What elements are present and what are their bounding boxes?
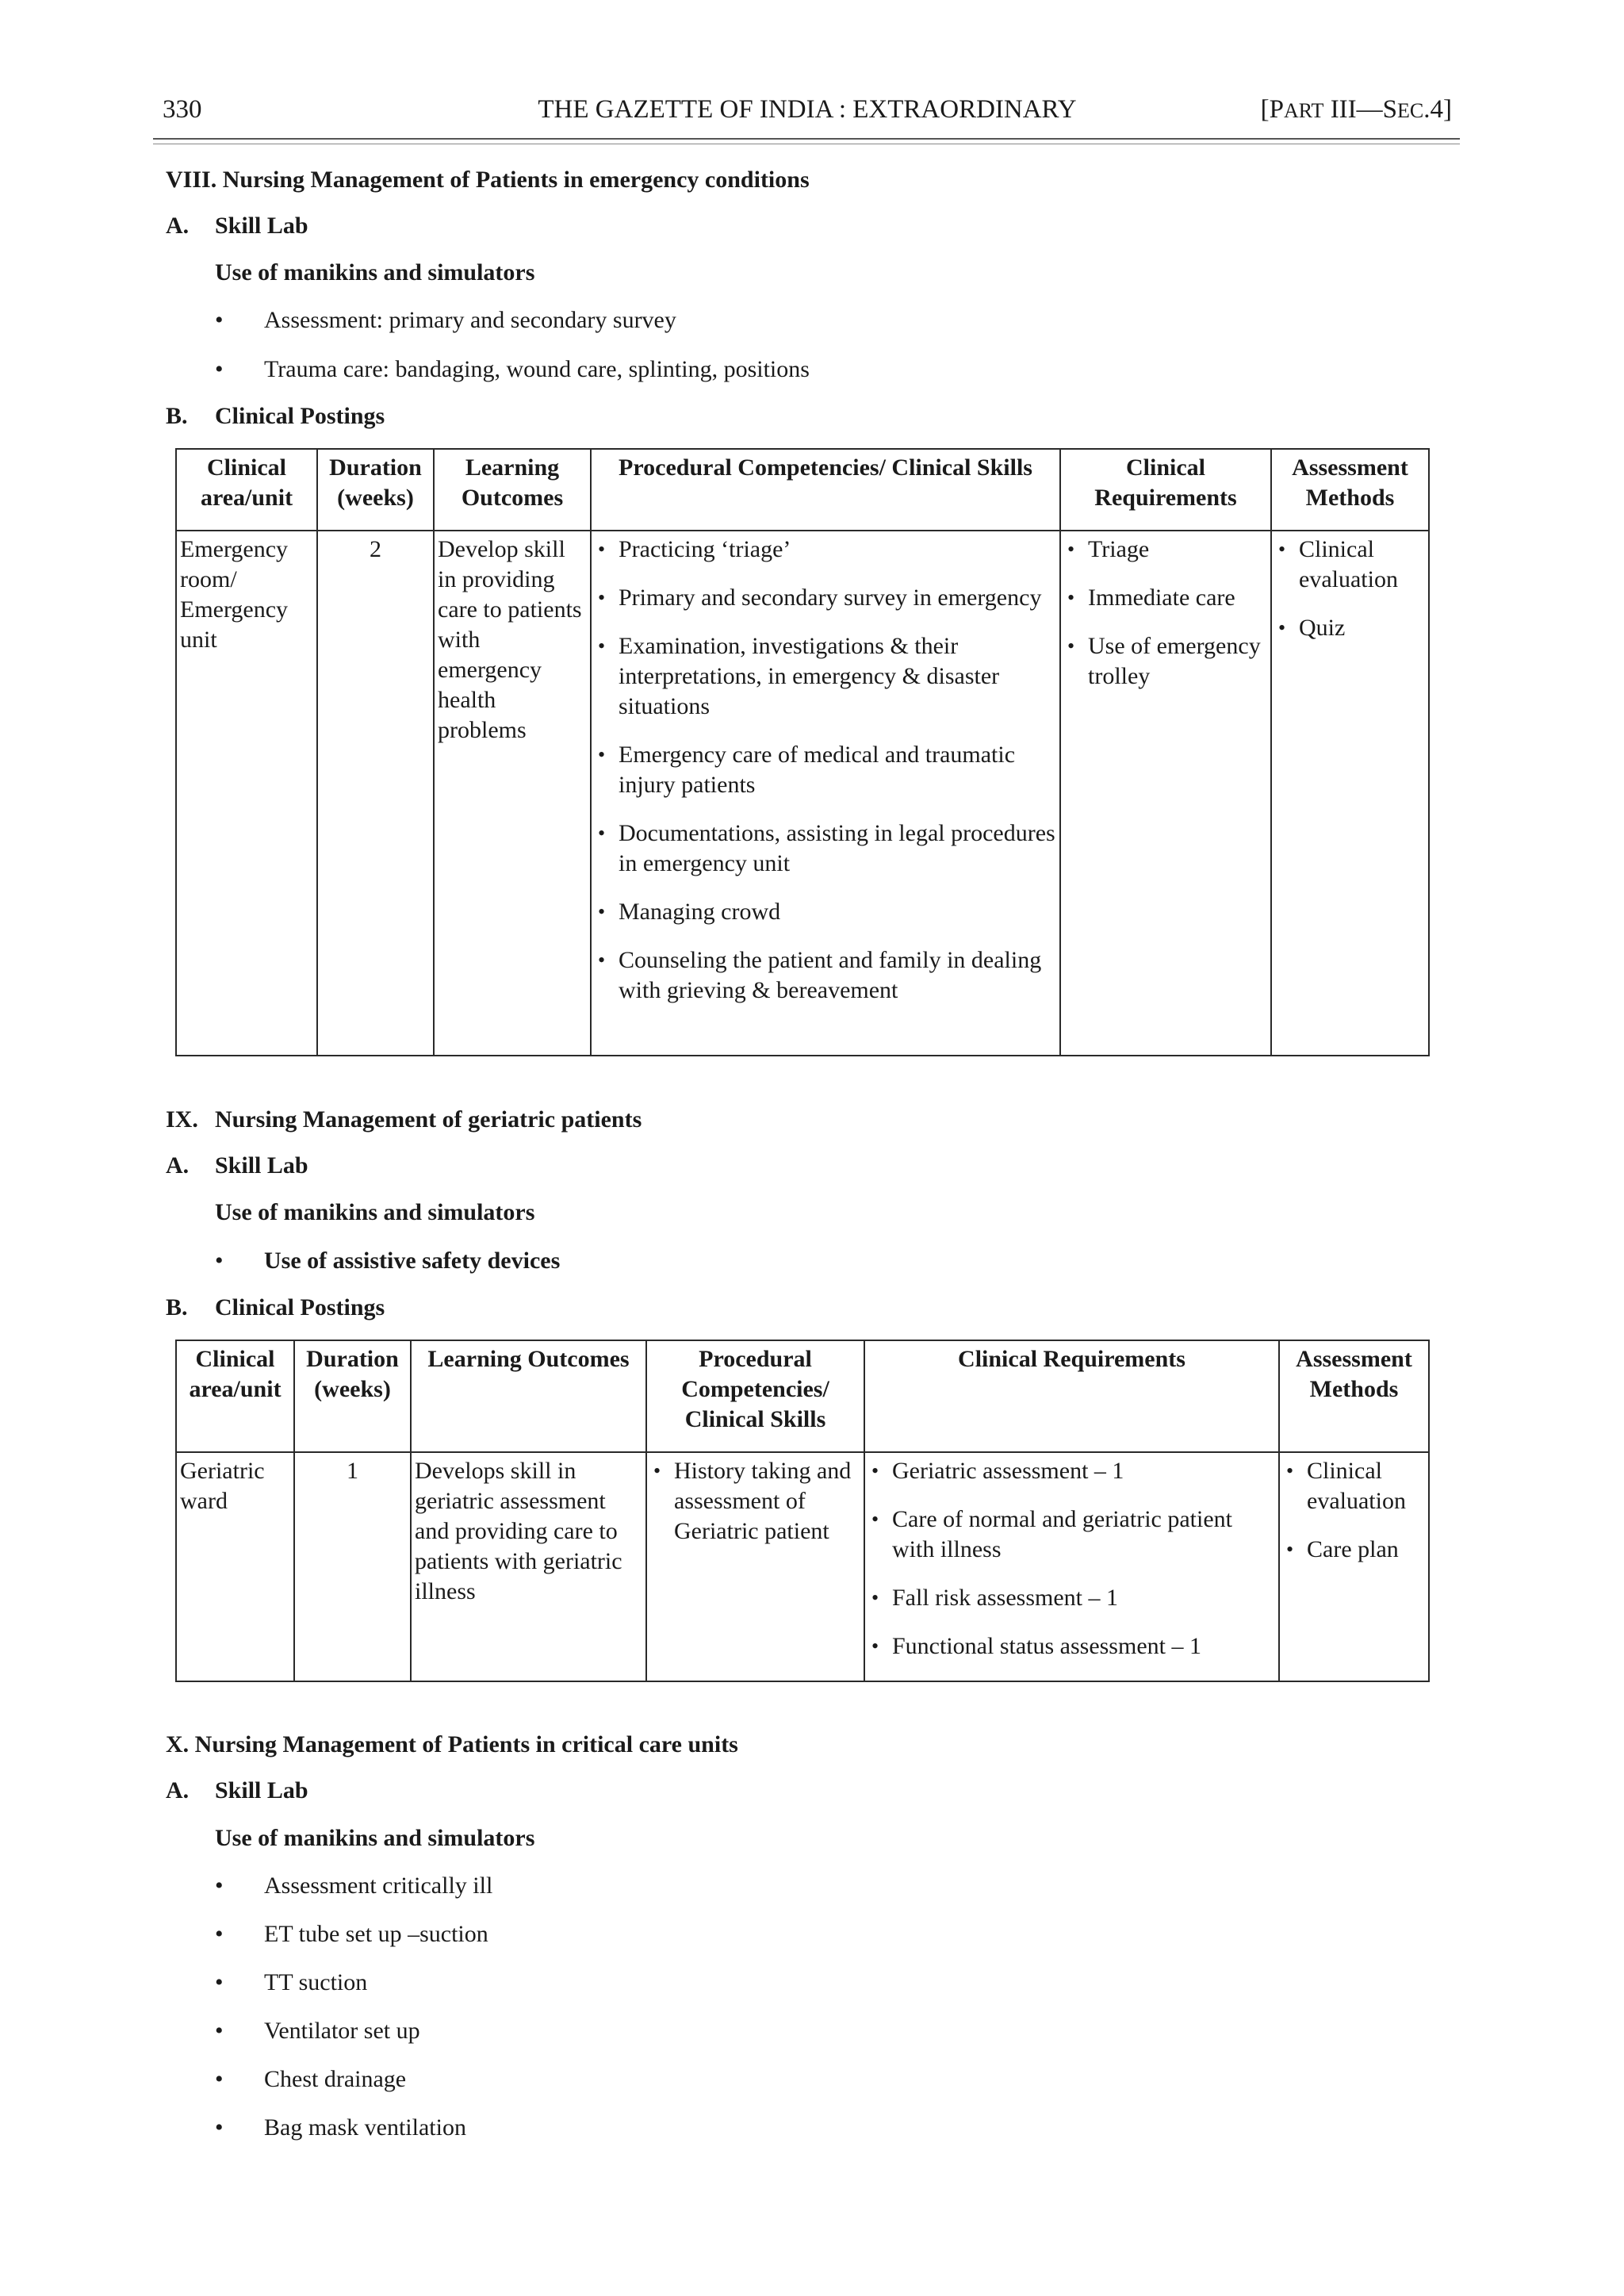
s8-a-label: A. [166,213,190,239]
list-item: • Triage [1064,535,1267,565]
col-header: Clinical area/unit [176,449,317,531]
section-10-heading: X. Nursing Management of Patients in critical care units [166,1731,738,1757]
bullet-dot: • [215,1921,224,1947]
col-header: Procedural Competencies/ Clinical Skills [591,449,1060,531]
s8-bullet-1: Assessment: primary and secondary survey [264,307,676,333]
cell-requirements [864,1452,1279,1681]
list-item: • Clinical evaluation [1283,1456,1425,1516]
bullet-dot: • [215,2066,224,2092]
list-item: • Use of emergency trolley [1064,631,1267,692]
bullet-dot: • [215,1969,224,1995]
gazette-title: THE GAZETTE OF INDIA : EXTRAORDINARY [538,95,1077,124]
s8-bullet-2: Trauma care: bandaging, wound care, splinting, positions [264,356,810,382]
list-item: • Immediate care [1064,583,1267,613]
s9-subheading: Use of manikins and simulators [215,1199,535,1225]
s9-b-label: B. [166,1294,188,1320]
header-rule [153,138,1460,140]
part-section: [PART III—SEC.4] [1260,95,1452,124]
bullet-dot: • [215,2114,224,2141]
s10-bullet-5: Chest drainage [264,2066,407,2092]
cell-area: Geriatric ward [176,1452,294,1681]
list-item: • History taking and assessment of Geriatric patient [650,1456,860,1547]
list-item: • Primary and secondary survey in emergency [595,583,1056,613]
list-item: • Functional status assessment – 1 [868,1631,1275,1662]
s10-bullet-3: TT suction [264,1969,368,1995]
col-header: Clinical Requirements [864,1340,1279,1452]
list-item: • Documentations, assisting in legal procedures in emergency unit [595,818,1056,879]
s8-skill-lab-title: Skill Lab [215,213,308,239]
s9-skill-lab-title: Skill Lab [215,1152,308,1179]
col-header: Learning Outcomes [434,449,591,531]
col-header: Procedural Competencies/ Clinical Skills [646,1340,864,1452]
page-number: 330 [163,95,202,124]
bullet-dot: • [215,307,224,333]
list-item: • Managing crowd [595,897,1056,927]
table-header-row [176,449,1429,531]
cell-outcomes: Develops skill in geriatric assessment and providing care to patients with geriatric illness [411,1452,646,1681]
col-header: Assessment Methods [1271,449,1429,531]
list-item: • Care of normal and geriatric patient with illness [868,1504,1275,1565]
bullet-dot: • [215,2018,224,2044]
cell-competencies [646,1452,864,1681]
s9-a-label: A. [166,1152,190,1179]
section-8-heading: VIII. Nursing Management of Patients in emergency conditions [166,167,810,193]
s10-subheading: Use of manikins and simulators [215,1825,535,1851]
list-item: • Care plan [1283,1535,1425,1565]
s10-skill-lab-title: Skill Lab [215,1777,308,1803]
col-header: Duration (weeks) [317,449,434,531]
s8-b-label: B. [166,403,188,429]
s10-bullet-6: Bag mask ventilation [264,2114,466,2141]
bullet-dot: • [215,356,224,382]
col-header: Clinical Requirements [1060,449,1271,531]
cell-area: Emergency room/ Emergency unit [176,531,317,1056]
s8-subheading: Use of manikins and simulators [215,259,535,286]
section-9-heading: Nursing Management of geriatric patients [215,1106,642,1133]
s10-bullet-1: Assessment critically ill [264,1872,493,1899]
col-header: Clinical area/unit [176,1340,294,1452]
cell-assessment [1279,1452,1429,1681]
col-header: Duration (weeks) [294,1340,411,1452]
table-row [176,1452,1429,1681]
s10-a-label: A. [166,1777,190,1803]
s9-clinical-postings-title: Clinical Postings [215,1294,385,1320]
col-header: Assessment Methods [1279,1340,1429,1452]
list-item: • Geriatric assessment – 1 [868,1456,1275,1486]
list-item: • Quiz [1275,613,1425,643]
cell-outcomes: Develop skill in providing care to patients with emergency health problems [434,531,591,1056]
list-item: • Practicing ‘triage’ [595,535,1056,565]
s9-bullet-1: Use of assistive safety devices [264,1248,561,1274]
s10-bullet-4: Ventilator set up [264,2018,420,2044]
bullet-dot: • [215,1248,224,1274]
page-header [163,95,1452,135]
bullet-dot: • [215,1872,224,1899]
table-header-row [176,1340,1429,1452]
list-item: • Fall risk assessment – 1 [868,1583,1275,1613]
s10-bullet-2: ET tube set up –suction [264,1921,488,1947]
cell-duration: 2 [317,531,434,1056]
list-item: • Examination, investigations & their interpretations, in emergency & disaster situations [595,631,1056,722]
s8-clinical-postings-title: Clinical Postings [215,403,385,429]
cell-competencies [591,531,1060,1056]
list-item: • Emergency care of medical and traumatic injury patients [595,740,1056,800]
cell-duration: 1 [294,1452,411,1681]
s9-clinical-table [175,1340,1430,1682]
s8-clinical-table [175,448,1430,1056]
cell-requirements [1060,531,1271,1056]
list-item: • Clinical evaluation [1275,535,1425,595]
col-header: Learning Outcomes [411,1340,646,1452]
section-9-number: IX. [166,1106,198,1133]
table-row [176,531,1429,1056]
cell-assessment [1271,531,1429,1056]
list-item: • Counseling the patient and family in dealing with grieving & bereavement [595,945,1056,1006]
